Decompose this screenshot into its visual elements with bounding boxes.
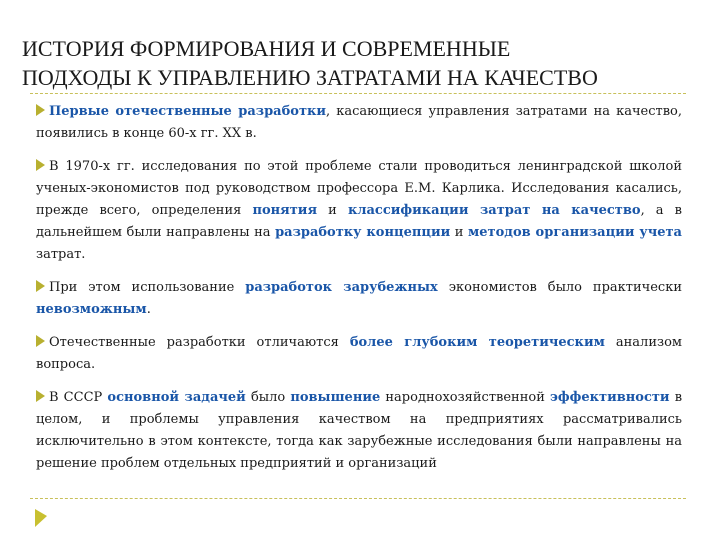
paragraph-text: экономистов было практически xyxy=(437,280,682,295)
paragraph-text: народнохозяйственной xyxy=(380,390,550,405)
title-line-2: ПОДХОДЫ К УПРАВЛЕНИЮ ЗАТРАТАМИ НА КАЧЕСТВО xyxy=(22,65,598,90)
bullet-paragraph xyxy=(36,156,682,266)
bullet-arrow-icon xyxy=(36,159,45,171)
title-line-1: ИСТОРИЯ ФОРМИРОВАНИЯ И СОВРЕМЕННЫЕ xyxy=(22,36,511,61)
paragraph-text: При этом использование xyxy=(49,280,246,295)
highlighted-term: методов организации учета xyxy=(467,225,682,240)
highlighted-term: классификации затрат на качество xyxy=(347,203,641,218)
highlighted-term: разработку концепции xyxy=(275,225,451,240)
page-title xyxy=(22,34,702,92)
highlighted-term: невозможным xyxy=(36,302,147,317)
triangle-decoration-icon xyxy=(34,508,48,528)
highlighted-term: эффективности xyxy=(550,390,670,405)
paragraph-text: и xyxy=(317,203,348,218)
paragraph-text: анализом вопроса. xyxy=(36,335,683,372)
bullet-arrow-icon xyxy=(36,390,45,402)
paragraph-text: В СССР xyxy=(49,390,108,405)
bullet-paragraph xyxy=(36,101,682,145)
content-body xyxy=(36,101,682,486)
paragraph-text: затрат. xyxy=(36,247,86,262)
paragraph-text: , а в дальнейшем были направлены на xyxy=(36,203,682,240)
paragraph-text: Отечественные разработки отличаются xyxy=(49,335,350,350)
highlighted-term: понятия xyxy=(252,203,318,218)
bullet-arrow-icon xyxy=(36,335,45,347)
bottom-divider xyxy=(30,498,686,499)
highlighted-term: основной задачей xyxy=(107,390,246,405)
paragraph-text: . xyxy=(146,302,151,317)
paragraph-text: В 1970-х гг. исследования по этой проблеме стали проводиться ленинградской школой ученых-экономистов под руководством профессора Е.М. Карлика. Исследования касались, прежде всего, определения xyxy=(36,159,682,218)
bullet-arrow-icon xyxy=(36,104,45,116)
bullet-paragraph xyxy=(36,387,682,475)
paragraph-text: было xyxy=(245,390,291,405)
paragraph-text: и xyxy=(450,225,468,240)
highlighted-term: повышение xyxy=(290,390,381,405)
paragraph-text: в целом, и проблемы управления качеством на предприятиях рассматривались исключительно в этом контексте, тогда как зарубежные исследования были направлены на решение проблем отдельных предприятий и организаций xyxy=(36,390,683,471)
bullet-paragraph xyxy=(36,277,682,321)
highlighted-term: разработок зарубежных xyxy=(245,280,438,295)
bullet-paragraph xyxy=(36,332,682,376)
highlighted-term: более глубоким теоретическим xyxy=(349,335,605,350)
paragraph-text: , касающиеся управления затратами на качество, появились в конце 60-х гг. XX в. xyxy=(36,104,682,141)
bullet-arrow-icon xyxy=(36,280,45,292)
top-divider xyxy=(30,93,686,94)
highlighted-term: Первые отечественные разработки xyxy=(49,104,327,119)
